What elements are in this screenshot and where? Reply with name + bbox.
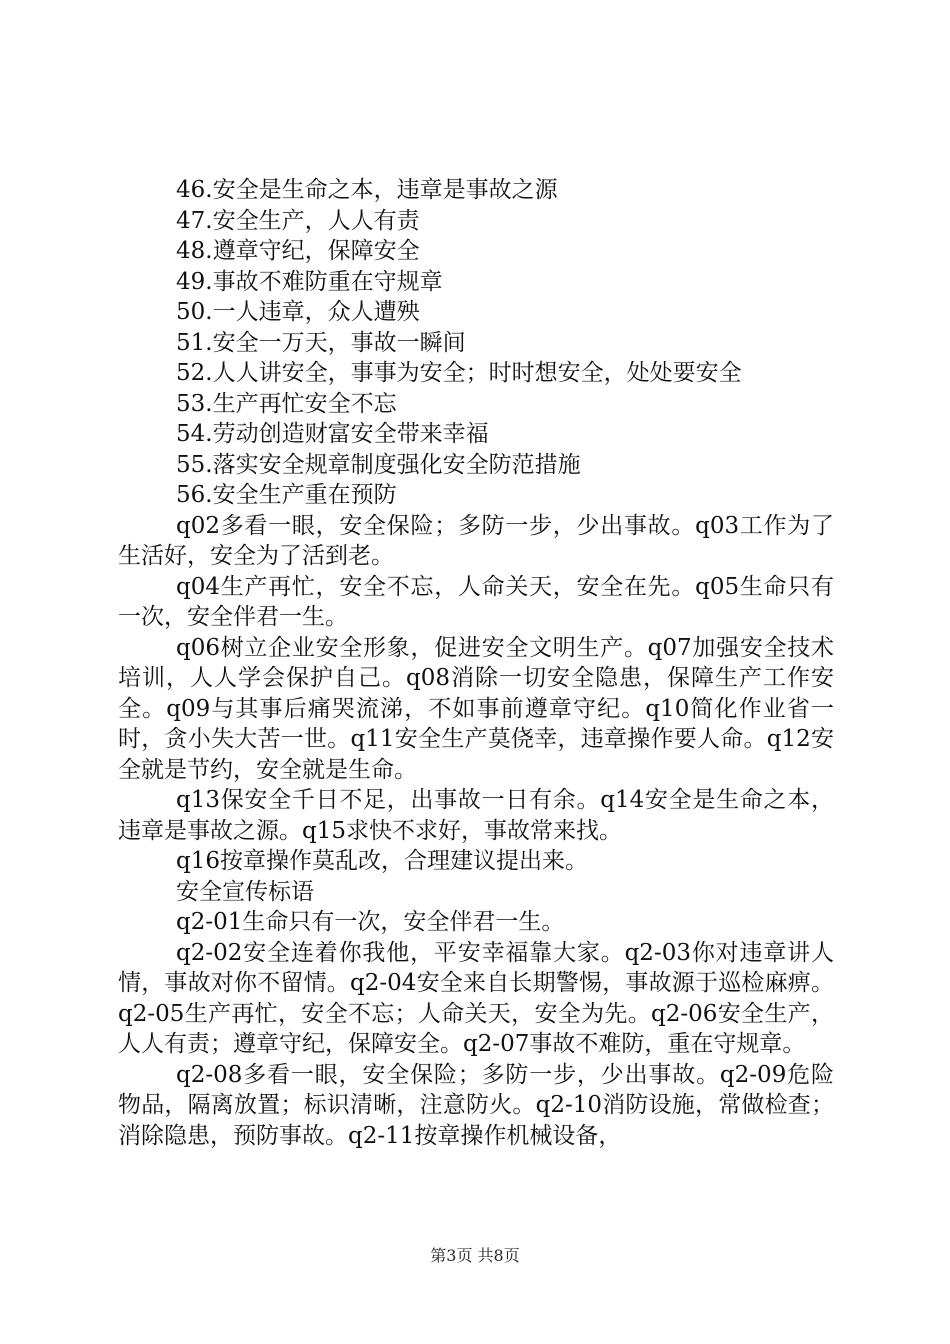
list-item: 52.人人讲安全，事事为安全；时时想安全，处处要安全	[176, 360, 742, 386]
page-footer: 第3页 共8页	[430, 1246, 520, 1265]
paragraph: q2-02安全连着你我他，平安幸福靠大家。q2-03你对违章讲人情，事故对你不留情。q2-04安全来自长期警惕，事故源于巡检麻痹。q2-05生产再忙，安全不忘；人命关天，安全为先。q2-06安全生产，人人有责；遵章守纪，保障安全。q2-07事故不难防，重在守规章。	[118, 939, 834, 1057]
list-item: 47.安全生产，人人有责	[176, 207, 420, 234]
paragraph: q2-01生命只有一次，安全伴君一生。	[176, 909, 565, 935]
paragraph: q13保安全千日不足，出事故一日有余。q14安全是生命之本，违章是事故之源。q15求快不求好，事故常来找。	[118, 787, 834, 844]
list-item: 53.生产再忙安全不忘	[176, 390, 397, 417]
page-body	[118, 175, 834, 1151]
list-item: 49.事故不难防重在守规章	[176, 268, 443, 295]
list-item: 46.安全是生命之本，违章是事故之源	[176, 177, 558, 203]
list-item: 48.遵章守纪，保障安全	[176, 238, 420, 264]
list-item: 50.一人违章，众人遭殃	[176, 299, 420, 325]
paragraph: q2-08多看一眼，安全保险；多防一步，少出事故。q2-09危险物品，隔离放置；标识清晰，注意防火。q2-10消防设施，常做检查；消除隐患，预防事故。q2-11按章操作机械设备，	[118, 1061, 834, 1149]
paragraph: q06树立企业安全形象，促进安全文明生产。q07加强安全技术培训，人人学会保护自己。q08消除一切安全隐患，保障生产工作安全。q09与其事后痛哭流涕，不如事前遵章守纪。q10简化作业省一时，贪小失大苦一世。q11安全生产莫侥幸，违章操作要人命。q12安全就是节约，安全就是生命。	[118, 634, 834, 783]
section-heading: 安全宣传标语	[176, 878, 314, 905]
list-item: 54.劳动创造财富安全带来幸福	[176, 421, 489, 447]
list-item: 56.安全生产重在预防	[176, 482, 397, 508]
paragraph: q16按章操作莫乱改，合理建议提出来。	[176, 848, 588, 874]
paragraph: q04生产再忙，安全不忘，人命关天，安全在先。q05生命只有一次，安全伴君一生。	[118, 573, 834, 630]
paragraph: q02多看一眼，安全保险；多防一步，少出事故。q03工作为了生活好，安全为了活到老。	[118, 512, 834, 569]
list-item: 55.落实安全规章制度强化安全防范措施	[176, 451, 581, 478]
list-item: 51.安全一万天，事故一瞬间	[176, 329, 466, 356]
